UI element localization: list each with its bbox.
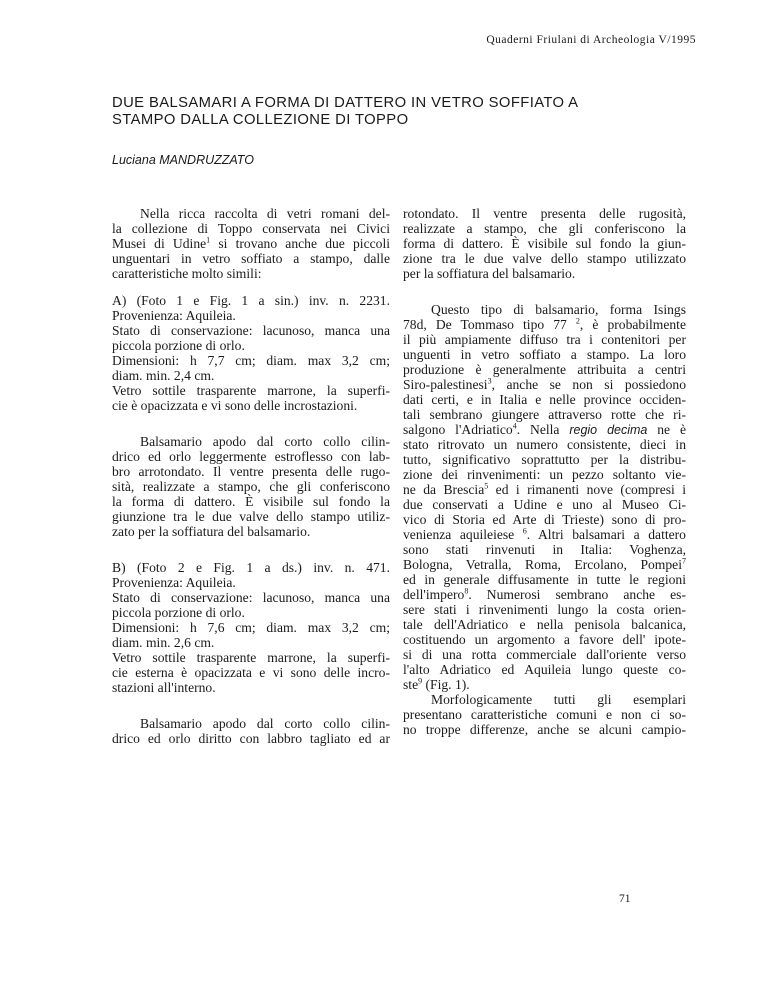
text-line: drico ed orlo diritto con labbro tagliato ed ar — [112, 731, 390, 746]
right-column — [403, 206, 686, 737]
catalog-entry-line: cie esterna è opacizzata e vi sono delle incro- — [112, 665, 390, 680]
text-line — [403, 677, 686, 692]
text-line: presentano caratteristiche comuni e non ci so- — [403, 707, 686, 722]
text-line: drico ed orlo leggermente estroflesso con lab- — [112, 449, 390, 464]
text-line: Balsamario apodo dal corto collo cilin- — [140, 434, 390, 449]
text-line: rotondato. Il ventre presenta delle rugosità, — [403, 206, 686, 221]
text-line: unguentari in vetro soffiato a stampo, dalle — [112, 251, 390, 266]
text-line: caratteristiche molto simili: — [112, 266, 262, 281]
text-line: unguenti in vetro soffiato a stampo. La loro — [403, 347, 686, 362]
catalog-entry-line: Provenienza: Aquileia. — [112, 308, 236, 323]
text-line: costituendo un argomento a favore dell' ipote- — [403, 632, 686, 647]
text-line — [403, 587, 686, 602]
text-line — [403, 557, 686, 572]
text-line: vico di Storia ed Arte di Trieste) sono di pro- — [403, 512, 686, 527]
text-line: zione tra le due valve dello stampo utilizzato — [403, 251, 686, 266]
catalog-entry-line: cie è opacizzata e vi sono delle incrostazioni. — [112, 398, 358, 413]
text-line: due conservati a Udine e uno al Museo Ci- — [403, 497, 686, 512]
text-line: il più ampiamente diffuso tra i contenitori per — [403, 332, 686, 347]
footnote-ref: 2 — [575, 316, 580, 326]
left-column — [112, 206, 390, 746]
footnote-ref: 1 — [206, 235, 211, 245]
text-span: salgono l'Adriatico — [403, 422, 513, 437]
text-line: realizzate a stampo, che gli conferiscono la — [403, 221, 686, 236]
text-line: dati certi, e in Italia e nelle province occiden- — [403, 392, 686, 407]
text-line — [403, 482, 686, 497]
catalog-entry-line: Dimensioni: h 7,6 cm; diam. max 3,2 cm; — [112, 620, 390, 635]
text-span: . Nella — [516, 422, 570, 437]
text-line — [112, 236, 390, 251]
footnote-ref: 5 — [484, 481, 489, 491]
footnote-ref: 3 — [487, 376, 492, 386]
catalog-entry-line: Provenienza: Aquileia. — [112, 575, 236, 590]
text-line: Nella ricca raccolta di vetri romani del- — [140, 206, 390, 221]
text-line: per la soffiatura del balsamario. — [403, 266, 576, 281]
catalog-entry-line: Stato di conservazione: lacunoso, manca una — [112, 590, 390, 605]
text-line — [403, 527, 686, 542]
text-line: produzione è generalmente attribuita a centri — [403, 362, 686, 377]
text-line: Morfologicamente tutti gli esemplari — [431, 692, 686, 707]
article-title — [112, 95, 692, 129]
text-span: ste — [403, 677, 419, 692]
catalog-entry-line: Dimensioni: h 7,7 cm; diam. max 3,2 cm; — [112, 353, 390, 368]
running-head: Quaderni Friulani di Archeologia V/1995 — [486, 34, 696, 46]
text-span: Bologna, Vetralla, Roma, Ercolano, Pompei — [403, 557, 682, 572]
catalog-entry-line: B) (Foto 2 e Fig. 1 a ds.) inv. n. 471. — [112, 560, 390, 575]
catalog-entry-line: Vetro sottile trasparente marrone, la superfi- — [112, 383, 390, 398]
footnote-ref: 7 — [682, 556, 686, 566]
text-line: si di una rotta commerciale dall'oriente verso — [403, 647, 686, 662]
text-line: sere stati i rinvenimenti lungo la costa orien- — [403, 602, 686, 617]
text-line: la collezione di Toppo conservata nei Civici — [112, 221, 390, 236]
text-span: . Numerosi sembrano anche es- — [468, 587, 686, 602]
footnote-ref: 6 — [522, 526, 527, 536]
text-span: si trovano anche due piccoli — [210, 236, 390, 251]
text-span: . Altri balsamari a dattero — [526, 527, 686, 542]
text-line: tutto, significativo soprattutto per la distribu- — [403, 452, 686, 467]
text-line — [403, 377, 686, 392]
footnote-ref: 8 — [464, 586, 469, 596]
footnote-ref: 9 — [418, 676, 423, 686]
text-line — [403, 422, 686, 437]
text-line: Balsamario apodo dal corto collo cilin- — [140, 716, 390, 731]
text-line: tale dell'Adriatico e nella penisola balcanica, — [403, 617, 686, 632]
catalog-entry-line: Stato di conservazione: lacunoso, manca una — [112, 323, 390, 338]
catalog-entry-line: piccola porzione di orlo. — [112, 605, 245, 620]
text-line: tali sembrano giungere attraverso rotte che ri- — [403, 407, 686, 422]
text-line: zione dei rinvenimenti: un pezzo soltanto vie- — [403, 467, 686, 482]
text-line: forma di dattero. È visibile sul fondo la giun- — [403, 236, 686, 251]
page-number: 71 — [619, 893, 631, 905]
text-line: giunzione tra le due valve dello stampo utiliz- — [112, 509, 390, 524]
italic-term: regio decima — [569, 423, 648, 437]
text-span: , anche se non si possiedono — [491, 377, 686, 392]
text-span: Musei di Udine — [112, 236, 207, 251]
catalog-entry-line: diam. min. 2,4 cm. — [112, 368, 215, 383]
catalog-entry-line: A) (Foto 1 e Fig. 1 a sin.) inv. n. 2231. — [112, 293, 390, 308]
text-span: (Fig. 1). — [422, 677, 470, 692]
text-line — [403, 317, 686, 332]
catalog-entry-line: stazioni all'interno. — [112, 680, 216, 695]
text-line: la forma di dattero. È visibile sul fondo la — [112, 494, 390, 509]
catalog-entry-line: diam. min. 2,6 cm. — [112, 635, 215, 650]
catalog-entry-line: Vetro sottile trasparente marrone, la superfi- — [112, 650, 390, 665]
title-line: DUE BALSAMARI A FORMA DI DATTERO IN VETRO SOFFIATO A — [112, 95, 579, 111]
text-span: 78d, De Tommaso tipo 77 — [403, 317, 576, 332]
text-line: sono stati rinvenuti in Italia: Voghenza, — [403, 542, 686, 557]
text-line: sità, realizzate a stampo, che gli conferiscono — [112, 479, 390, 494]
text-span: venienza aquileiese — [403, 527, 523, 542]
text-span: ed i rimanenti nove (compresi i — [488, 482, 686, 497]
text-line: ed in generale diffusamente in tutte le regioni — [403, 572, 686, 587]
text-line: Questo tipo di balsamario, forma Isings — [431, 302, 686, 317]
text-span: ne è — [647, 422, 686, 437]
catalog-entry-line: piccola porzione di orlo. — [112, 338, 245, 353]
text-span: ne da Brescia — [403, 482, 485, 497]
text-line: l'alto Adriatico ed Aquileia lungo queste co- — [403, 662, 686, 677]
text-span: Siro-palestinesi — [403, 377, 488, 392]
title-line: STAMPO DALLA COLLEZIONE DI TOPPO — [112, 112, 409, 128]
text-line: zato per la soffiatura del balsamario. — [112, 524, 311, 539]
footnote-ref: 4 — [512, 421, 517, 431]
text-line: no troppe differenze, anche se alcuni campio- — [403, 722, 686, 737]
text-line: stato ritrovato un numero consistente, dieci in — [403, 437, 686, 452]
text-line: bro arrotondato. Il ventre presenta delle rugo- — [112, 464, 390, 479]
text-span: dell'impero — [403, 587, 465, 602]
author: Luciana MANDRUZZATO — [112, 153, 254, 167]
text-span: , è probabilmente — [579, 317, 686, 332]
